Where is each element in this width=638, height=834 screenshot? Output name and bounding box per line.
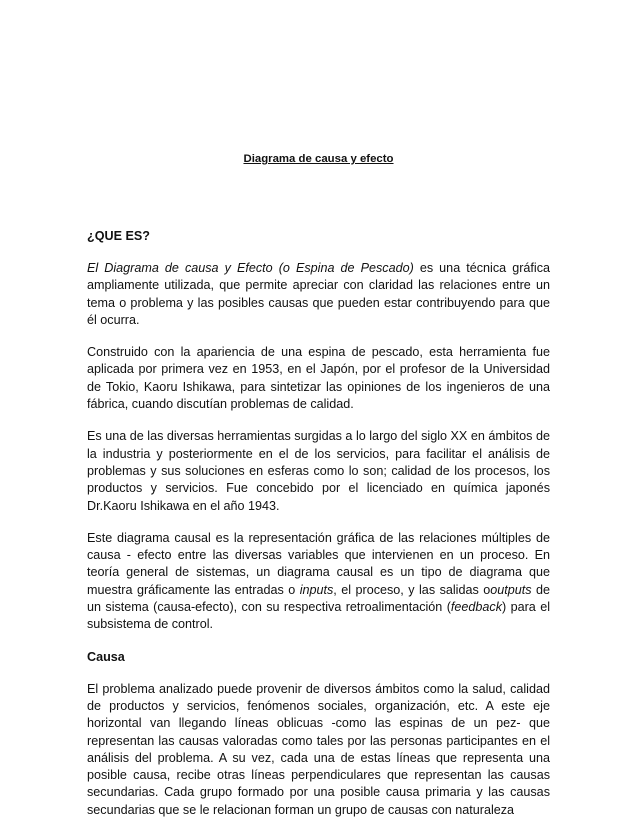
text-run: de un sistema (causa-efecto), con su respectiva retroalimentación ( <box>87 582 551 615</box>
italic-text: outputs <box>490 582 532 597</box>
body-paragraph <box>87 428 550 514</box>
section-heading: ¿QUE ES? <box>87 229 150 243</box>
text-run: , el proceso, y las salidas o <box>333 582 491 597</box>
body-paragraph <box>87 530 550 634</box>
italic-text: El Diagrama de causa y Efecto (o Espina de Pescado) <box>87 261 414 275</box>
text-run: El problema analizado puede provenir de diversos ámbitos como la salud, calidad de productos y servicios, fenómenos sociales, organización, etc. A este eje horizontal van llegando líneas oblicuas -como las espinas de un pez- que representan las causas valoradas como tales por las personas participantes en el análisis del problema. A su vez, cada una de estas líneas que representa una posible causa, recibe otras líneas perpendiculares que representan las causas secundarias. Cada grupo formado por una posible causa primaria y las causas secundarias que se le relacionan forman un grupo de causas con naturaleza <box>87 681 550 817</box>
page-title: Diagrama de causa y efecto <box>243 153 394 165</box>
text-run: Es una de las diversas herramientas surgidas a lo largo del siglo XX en ámbitos de la industria y posteriormente en el de los servicios, para facilitar el análisis de problemas y sus soluciones en esferas como lo son; calidad de los procesos, los productos y servicios. Fue concebido por el licenciado en química japonés Dr.Kaoru Ishikawa en el año 1943. <box>87 429 550 513</box>
body-paragraph <box>87 260 550 329</box>
text-run: Este diagrama causal es la representación gráfica de las relaciones múltiples de causa - efecto entre las diversas variables que intervienen en un proceso. En teoría general de sistemas, un diagrama causal es un tipo de diagrama que muestra gráficamente las entradas o <box>87 530 550 597</box>
document-body <box>87 228 550 834</box>
text-run: ) para el subsistema de control. <box>87 600 550 632</box>
section-heading: Causa <box>87 649 125 664</box>
body-paragraph <box>87 681 550 819</box>
italic-text: feedback <box>450 600 503 615</box>
text-run: es una técnica gráfica ampliamente utilizada, que permite apreciar con claridad las relaciones entre un tema o problema y las posibles causas que pueden estar contribuyendo para que él ocurra. <box>87 261 550 327</box>
text-run: Construido con la apariencia de una espina de pescado, esta herramienta fue aplicada por primera vez en 1953, en el Japón, por el profesor de la Universidad de Tokio, Kaoru Ishikawa, para sintetizar las opiniones de los ingenieros de una fábrica, cuando discutían problemas de calidad. <box>87 345 550 412</box>
italic-text: inputs <box>299 582 334 597</box>
body-paragraph <box>87 344 550 413</box>
